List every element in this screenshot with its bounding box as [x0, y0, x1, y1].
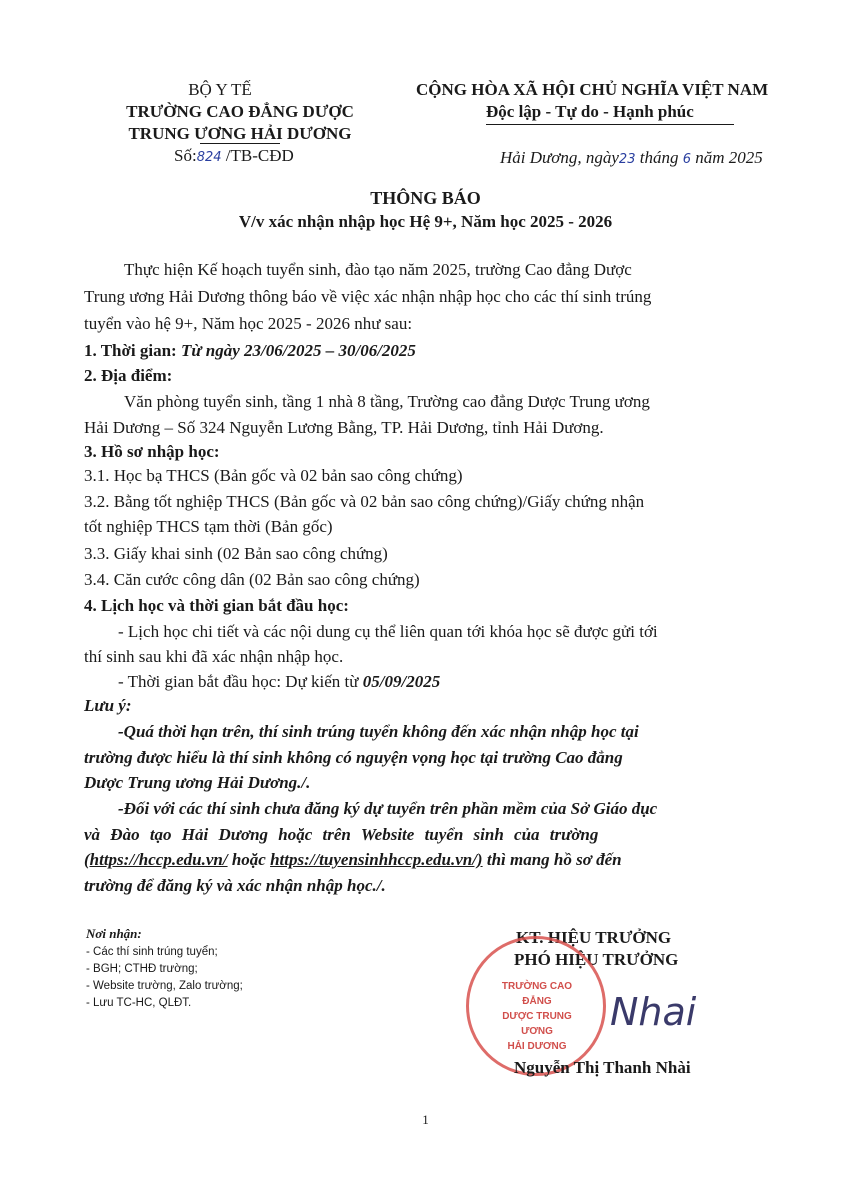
- year-label: năm 2025: [695, 148, 763, 167]
- page-number: 1: [422, 1112, 429, 1127]
- school-name-underline: [200, 143, 280, 144]
- motto-underline: [486, 124, 734, 125]
- note1-line1: -Quá thời hạn trên, thí sinh trúng tuyển không đến xác nhận nhập học tại: [118, 722, 639, 741]
- recipients-label: Nơi nhận:: [86, 926, 142, 941]
- note2-line3: [84, 848, 622, 872]
- section-time-label: 1. Thời gian:: [84, 341, 177, 360]
- document-subtitle: V/v xác nhận nhập học Hệ 9+, Năm học 2025 - 2026: [238, 212, 613, 231]
- or-word: hoặc: [231, 850, 266, 869]
- website-link-2[interactable]: https://tuyensinhhccp.edu.vn/): [270, 850, 483, 869]
- recipient-item: - Website trường, Zalo trường;: [86, 980, 243, 992]
- section-time: [84, 339, 416, 363]
- section-time-value: Từ ngày 23/06/2025 – 30/06/2025: [180, 341, 416, 360]
- document-item: 3.1. Học bạ THCS (Bản gốc và 02 bản sao công chứng): [84, 466, 463, 485]
- recipient-item: - Các thí sinh trúng tuyển;: [86, 946, 218, 958]
- start-date-prefix: - Thời gian bắt đầu học: Dự kiến từ: [118, 672, 359, 691]
- number-prefix: Số:: [174, 146, 197, 165]
- recipient-item: - BGH; CTHĐ trường;: [86, 963, 198, 975]
- recipient-item: - Lưu TC-HC, QLĐT.: [86, 997, 192, 1009]
- number-handwritten: 824: [196, 150, 222, 165]
- schedule-line1: - Lịch học chi tiết và các nội dung cụ thể liên quan tới khóa học sẽ được gửi tới: [118, 622, 658, 641]
- date-prefix: Hải Dương, ngày: [500, 148, 619, 167]
- intro-line2: Trung ương Hải Dương thông báo về việc xác nhận nhập học cho các thí sinh trúng: [84, 287, 652, 306]
- section-location-label: 2. Địa điểm:: [84, 366, 173, 385]
- school-name-line1: TRƯỜNG CAO ĐẲNG DƯỢC: [126, 102, 354, 121]
- location-line2: Hải Dương – Số 324 Nguyễn Lương Bằng, TP. Hải Dương, tỉnh Hải Dương.: [84, 418, 604, 437]
- section-documents-label: 3. Hồ sơ nhập học:: [84, 442, 220, 461]
- intro-line1: Thực hiện Kế hoạch tuyển sinh, đào tạo năm 2025, trường Cao đẳng Dược: [124, 260, 632, 279]
- section-schedule-label: 4. Lịch học và thời gian bắt đầu học:: [84, 596, 349, 615]
- signer-on-behalf: KT. HIỆU TRƯỞNG: [516, 928, 672, 947]
- signer-position: PHÓ HIỆU TRƯỞNG: [514, 950, 679, 969]
- note2-tail: thì mang hồ sơ đến: [486, 850, 622, 869]
- handwritten-signature: Nhai: [610, 990, 697, 1034]
- location-line1: Văn phòng tuyển sinh, tầng 1 nhà 8 tầng, Trường cao đẳng Dược Trung ương: [124, 392, 650, 411]
- seal-text-line: DƯỢC TRUNG ƯƠNG: [502, 1011, 572, 1037]
- document-item: 3.4. Căn cước công dân (02 Bản sao công chứng): [84, 570, 420, 589]
- national-motto: Độc lập - Tự do - Hạnh phúc: [486, 102, 694, 121]
- date-month: 6: [682, 152, 691, 167]
- issue-date: [500, 148, 763, 170]
- document-item: 3.3. Giấy khai sinh (02 Bản sao công chứng): [84, 544, 388, 563]
- month-label: tháng: [639, 148, 679, 167]
- note2-line1: -Đối với các thí sinh chưa đăng ký dự tuyển trên phần mềm của Sở Giáo dục: [118, 799, 658, 818]
- seal-text-line: HẢI DƯƠNG: [507, 1041, 567, 1052]
- intro-line3: tuyển vào hệ 9+, Năm học 2025 - 2026 như sau:: [84, 314, 413, 333]
- date-day: 23: [618, 152, 636, 167]
- document-number: [174, 146, 294, 168]
- document-title: THÔNG BÁO: [370, 188, 481, 208]
- document-item: tốt nghiệp THCS tạm thời (Bản gốc): [84, 517, 333, 536]
- note2-line2: và Đào tạo Hải Dương hoặc trên Website tuyển sinh của trường: [84, 825, 599, 844]
- ministry-name: BỘ Y TẾ: [188, 80, 252, 99]
- document-item: 3.2. Bằng tốt nghiệp THCS (Bản gốc và 02 bản sao công chứng)/Giấy chứng nhận: [84, 492, 645, 511]
- website-link-1[interactable]: (https://hccp.edu.vn/: [84, 850, 228, 869]
- note1-line2: trường được hiểu là thí sinh không có nguyện vọng học tại trường Cao đẳng: [84, 748, 623, 767]
- schedule-line2: thí sinh sau khi đã xác nhận nhập học.: [84, 647, 344, 666]
- school-name-line2: TRUNG ƯƠNG HẢI DƯƠNG: [128, 124, 352, 143]
- note1-line3: Dược Trung ương Hải Dương./.: [84, 773, 311, 792]
- notes-label: Lưu ý:: [84, 696, 132, 715]
- number-suffix: /TB-CĐD: [225, 146, 294, 165]
- note2-line4: trường để đăng ký và xác nhận nhập học./.: [84, 876, 386, 895]
- official-seal: [466, 936, 606, 1076]
- start-date-value: 05/09/2025: [362, 672, 441, 691]
- start-date-line: [118, 670, 440, 694]
- nation-name: CỘNG HÒA XÃ HỘI CHỦ NGHĨA VIỆT NAM: [416, 80, 769, 99]
- signer-name: Nguyễn Thị Thanh Nhài: [514, 1058, 691, 1077]
- seal-text-line: TRƯỜNG CAO ĐẲNG: [501, 981, 573, 1007]
